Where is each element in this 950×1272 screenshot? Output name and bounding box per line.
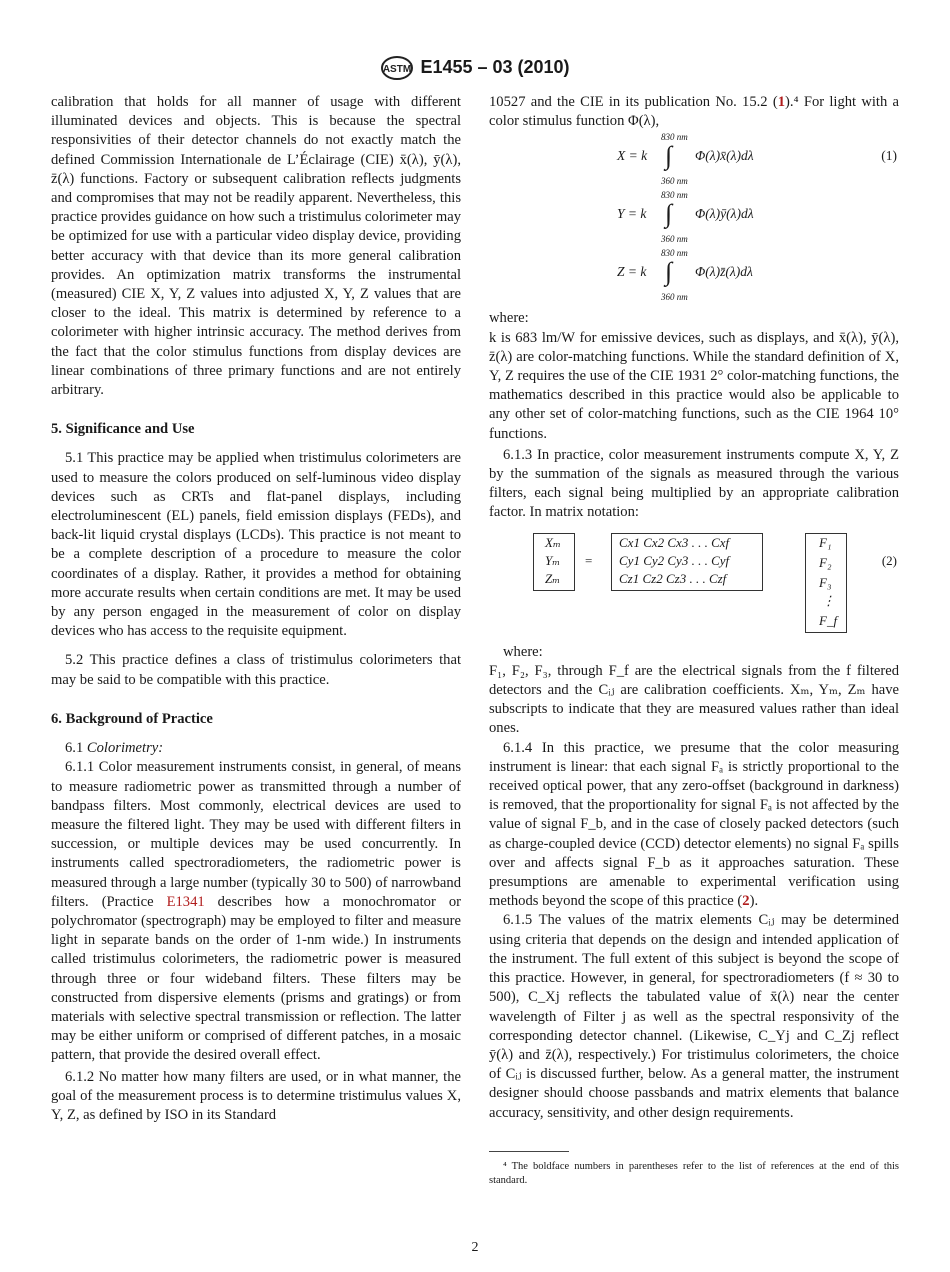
- c-row-y: Cy1 Cy2 Cy3 . . . Cyf: [619, 552, 730, 568]
- where-label: where:: [489, 310, 529, 327]
- text: describes how a monochromator or polychromator (spectrograph) may be employed to filter and measure light in separate bands on the order of 1-nm wide.) In instruments called tristimulus colorimeters, the radiometric power is measured through three or four wideband filters. These filters may be constructed from dispersive elements (prisms and gratings) or from materials with selective spectral transmission or reflection. The latter may be either uniform or comprised of different patches, in a mosaic pattern, that provide the desired overall effect.: [51, 893, 461, 1064]
- paragraph-5-2: 5.2 This practice defines a class of tristimulus colorimeters that may be said to be compatible with this practice.: [51, 652, 461, 688]
- paragraph-k: k is 683 lm/W for emissive devices, such as displays, and x̄(λ), ȳ(λ), z̄(λ) are color-matching functions. While the standard definition of X, Y, Z requires the use of the CIE 1931 2° color-matching functions, the mathematics described in this practice would also be applicable to any other set of color-matching functions, such as the CIE 1964 10° functions.: [489, 329, 899, 442]
- footnote: [489, 1151, 899, 1188]
- lower-limit: 360 nm: [661, 234, 688, 245]
- paragraph-6-1-3: 6.1.3 In practice, color measurement instruments compute X, Y, Z by the summation of the signals as measured through the various filters, each signal being multiplied by an appropriate calibration factor. In matrix notation:: [489, 446, 899, 521]
- right-column: [489, 93, 899, 1188]
- lhs-zm: Zₘ: [545, 570, 561, 586]
- where-label: where:: [503, 643, 543, 660]
- reference-1-link[interactable]: 1: [777, 94, 785, 110]
- footnote-rule: [489, 1151, 569, 1152]
- paragraph: [489, 93, 899, 131]
- upper-limit: 830 nm: [661, 248, 688, 259]
- paragraph-f: F₁, F₂, F₃, through F_f are the electrical signals from the f filtered detectors and the Cᵢⱼ are calibration coefficients. Xₘ, Yₘ, Zₘ have subscripts to indicate that they are measured values rather than ideal ones.: [489, 662, 899, 737]
- paragraph-6-1-1: [51, 758, 461, 1065]
- integral-equation: [489, 189, 899, 247]
- ff: F_f: [819, 612, 838, 628]
- paragraph-5-1: 5.1 This practice may be applied when tristimulus colorimeters are used to measure the colors produced on self-luminous video display devices such as CRTs and flat-panel displays, including electroluminescent (EL) panels, field emission displays (FEDs), and back-lit liquid crystal displays (LCDs). This practice is not meant to be a complete description of a procedure to measure the color coordinates of a display. Rather, it provides a method for obtaining more accurate results when certain conditions are met. It may be used by any person engaged in the measurement of color on display devices who has access to the requisite equipment.: [51, 450, 461, 640]
- lhs: Z = k: [617, 264, 647, 280]
- page-header: [0, 56, 950, 80]
- c-row-x: Cx1 Cx2 Cx3 . . . Cxf: [619, 534, 730, 550]
- para-number: 6.1: [65, 740, 87, 757]
- equation-number: (2): [881, 552, 897, 568]
- e1341-link[interactable]: E1341: [166, 893, 205, 910]
- upper-limit: 830 nm: [661, 132, 688, 143]
- equation-number: (1): [881, 148, 897, 164]
- paragraph-6-1-2: 6.1.2 No matter how many filters are used, or in what manner, the goal of the measurement process is to determine tristimulus values X, Y, Z, as defined by ISO in its Standard: [51, 1068, 461, 1123]
- integral-sign-icon: ∫: [665, 141, 673, 171]
- footnote-text: ⁴ The boldface numbers in parentheses refer to the list of references at the end of this standard.: [489, 1160, 899, 1186]
- integral-sign-icon: ∫: [665, 199, 673, 229]
- para-title: Colorimetry:: [86, 740, 164, 757]
- reference-2-link[interactable]: 2: [742, 893, 750, 910]
- lhs: X = k: [617, 148, 648, 164]
- paragraph-6-1-5: 6.1.5 The values of the matrix elements Cᵢⱼ may be determined using criteria that depends on the design and intended application of the instrument. The full extent of this subject is beyond the scope of this practice. However, in general, for spectroradiometers (f ≈ 30 to 500), C_Xj reflects the tabulated value of x̄(λ) near the center wavelength of Filter j as well as the spectral responsivity of the corresponding detector channel. (Likewise, C_Yj and C_Zj reflect ȳ(λ) and z̄(λ), respectively.) For tristimulus colorimeters, the choice of Cᵢⱼ is discussed further, below. As a general matter, the instrument designer should choose passbands and matrix elements that balance accuracy, sensitivity, and other design requirements.: [489, 912, 899, 1121]
- svg-text:ASTM: ASTM: [383, 64, 412, 75]
- equations-1: [489, 131, 899, 305]
- equals-sign: =: [585, 552, 593, 568]
- page-number: 2: [471, 1240, 479, 1255]
- integrand: Φ(λ)ȳ(λ)dλ: [695, 206, 754, 222]
- integrand: Φ(λ)z̄(λ)dλ: [695, 264, 753, 280]
- lower-limit: 360 nm: [661, 292, 688, 303]
- section-heading-6: 6. Background of Practice: [51, 710, 213, 727]
- paragraph-6-1-4: [489, 739, 899, 912]
- text: 6.1.1 Color measurement instruments consist, in general, of means to measure radiometric power as transmitted through a number of bandpass filters. Most commonly, electrical devices are used to measure the filtered light. They may be used with different filters in succession, or multiple devices may be used concurrently. In instruments called spectroradiometers, the radiometric power is measured through a large number (typically 30 to 500) of narrowband filters. (Practice: [51, 759, 461, 910]
- text: ).⁴ For light with a color stimulus function Φ(λ),: [489, 94, 899, 130]
- upper-limit: 830 nm: [661, 190, 688, 201]
- c-row-z: Cz1 Cz2 Cz3 . . . Czf: [619, 570, 727, 586]
- text: ).: [749, 893, 759, 910]
- matrix-equation-2: [489, 529, 899, 637]
- integral-equation: [489, 247, 899, 305]
- paragraph-6-1: [51, 739, 461, 758]
- paragraph: calibration that holds for all manner of usage with different illuminated devices and objects. This is because the spectral responsivities of their detector channels do not exactly match the defined Commission Internationale de L’Éclairage (CIE) x̄(λ), ȳ(λ), z̄(λ) functions. Factory or subsequent calibration reflects judgments and compromises that may not be readily apparent. Nevertheless, this practice provides guidance on how such a tristimulus colorimeter may be optimized for use with a particular video display device, providing better accuracy with that device than its more general calibration provides. An optimization matrix transforms the instrumental (measured) CIE X, Y, Z values into adjusted X, Y, Z values that are closer to the ideal. This matrix is determined by reference to a colorimeter with higher intrinsic accuracy. The method derives from the fact that the color stimulus functions from display devices are linear combinations of three primary functions and are not entirely arbitrary.: [51, 94, 461, 399]
- lhs: Y = k: [617, 206, 647, 222]
- lhs-xm: Xₘ: [545, 534, 561, 550]
- f2: F₂: [819, 554, 832, 570]
- integral-sign-icon: ∫: [665, 257, 673, 287]
- lower-limit: 360 nm: [661, 176, 688, 187]
- integral-equation: [489, 131, 899, 189]
- text: 10527 and the CIE in its publication No. 15.2 (: [489, 94, 778, 110]
- astm-logo-icon: [380, 56, 414, 80]
- left-column: [51, 93, 461, 1125]
- vdots: ⋮: [822, 592, 835, 608]
- f1: F₁: [819, 534, 832, 550]
- designation: E1455 – 03 (2010): [420, 56, 570, 77]
- f3: F₃: [819, 574, 832, 590]
- lhs-ym: Yₘ: [545, 552, 561, 568]
- integrand: Φ(λ)x̄(λ)dλ: [695, 148, 754, 164]
- text: 6.1.4 In this practice, we presume that the color measuring instrument is linear: that each signal Fₐ is strictly proportional to the received optical power, that any zero-offset (background in darkness) is removed, that the proportionality for signal Fₐ is not affected by the value of signal F_b, and in the case of closely packed detectors (such as charge-coupled device (CCD) detector elements) no signal Fₐ spills over and affects signal F_b as it approaches saturation. These presumptions are amenable to experimental verification using methods beyond the scope of this practice (: [489, 739, 899, 910]
- section-heading-5: 5. Significance and Use: [51, 421, 195, 438]
